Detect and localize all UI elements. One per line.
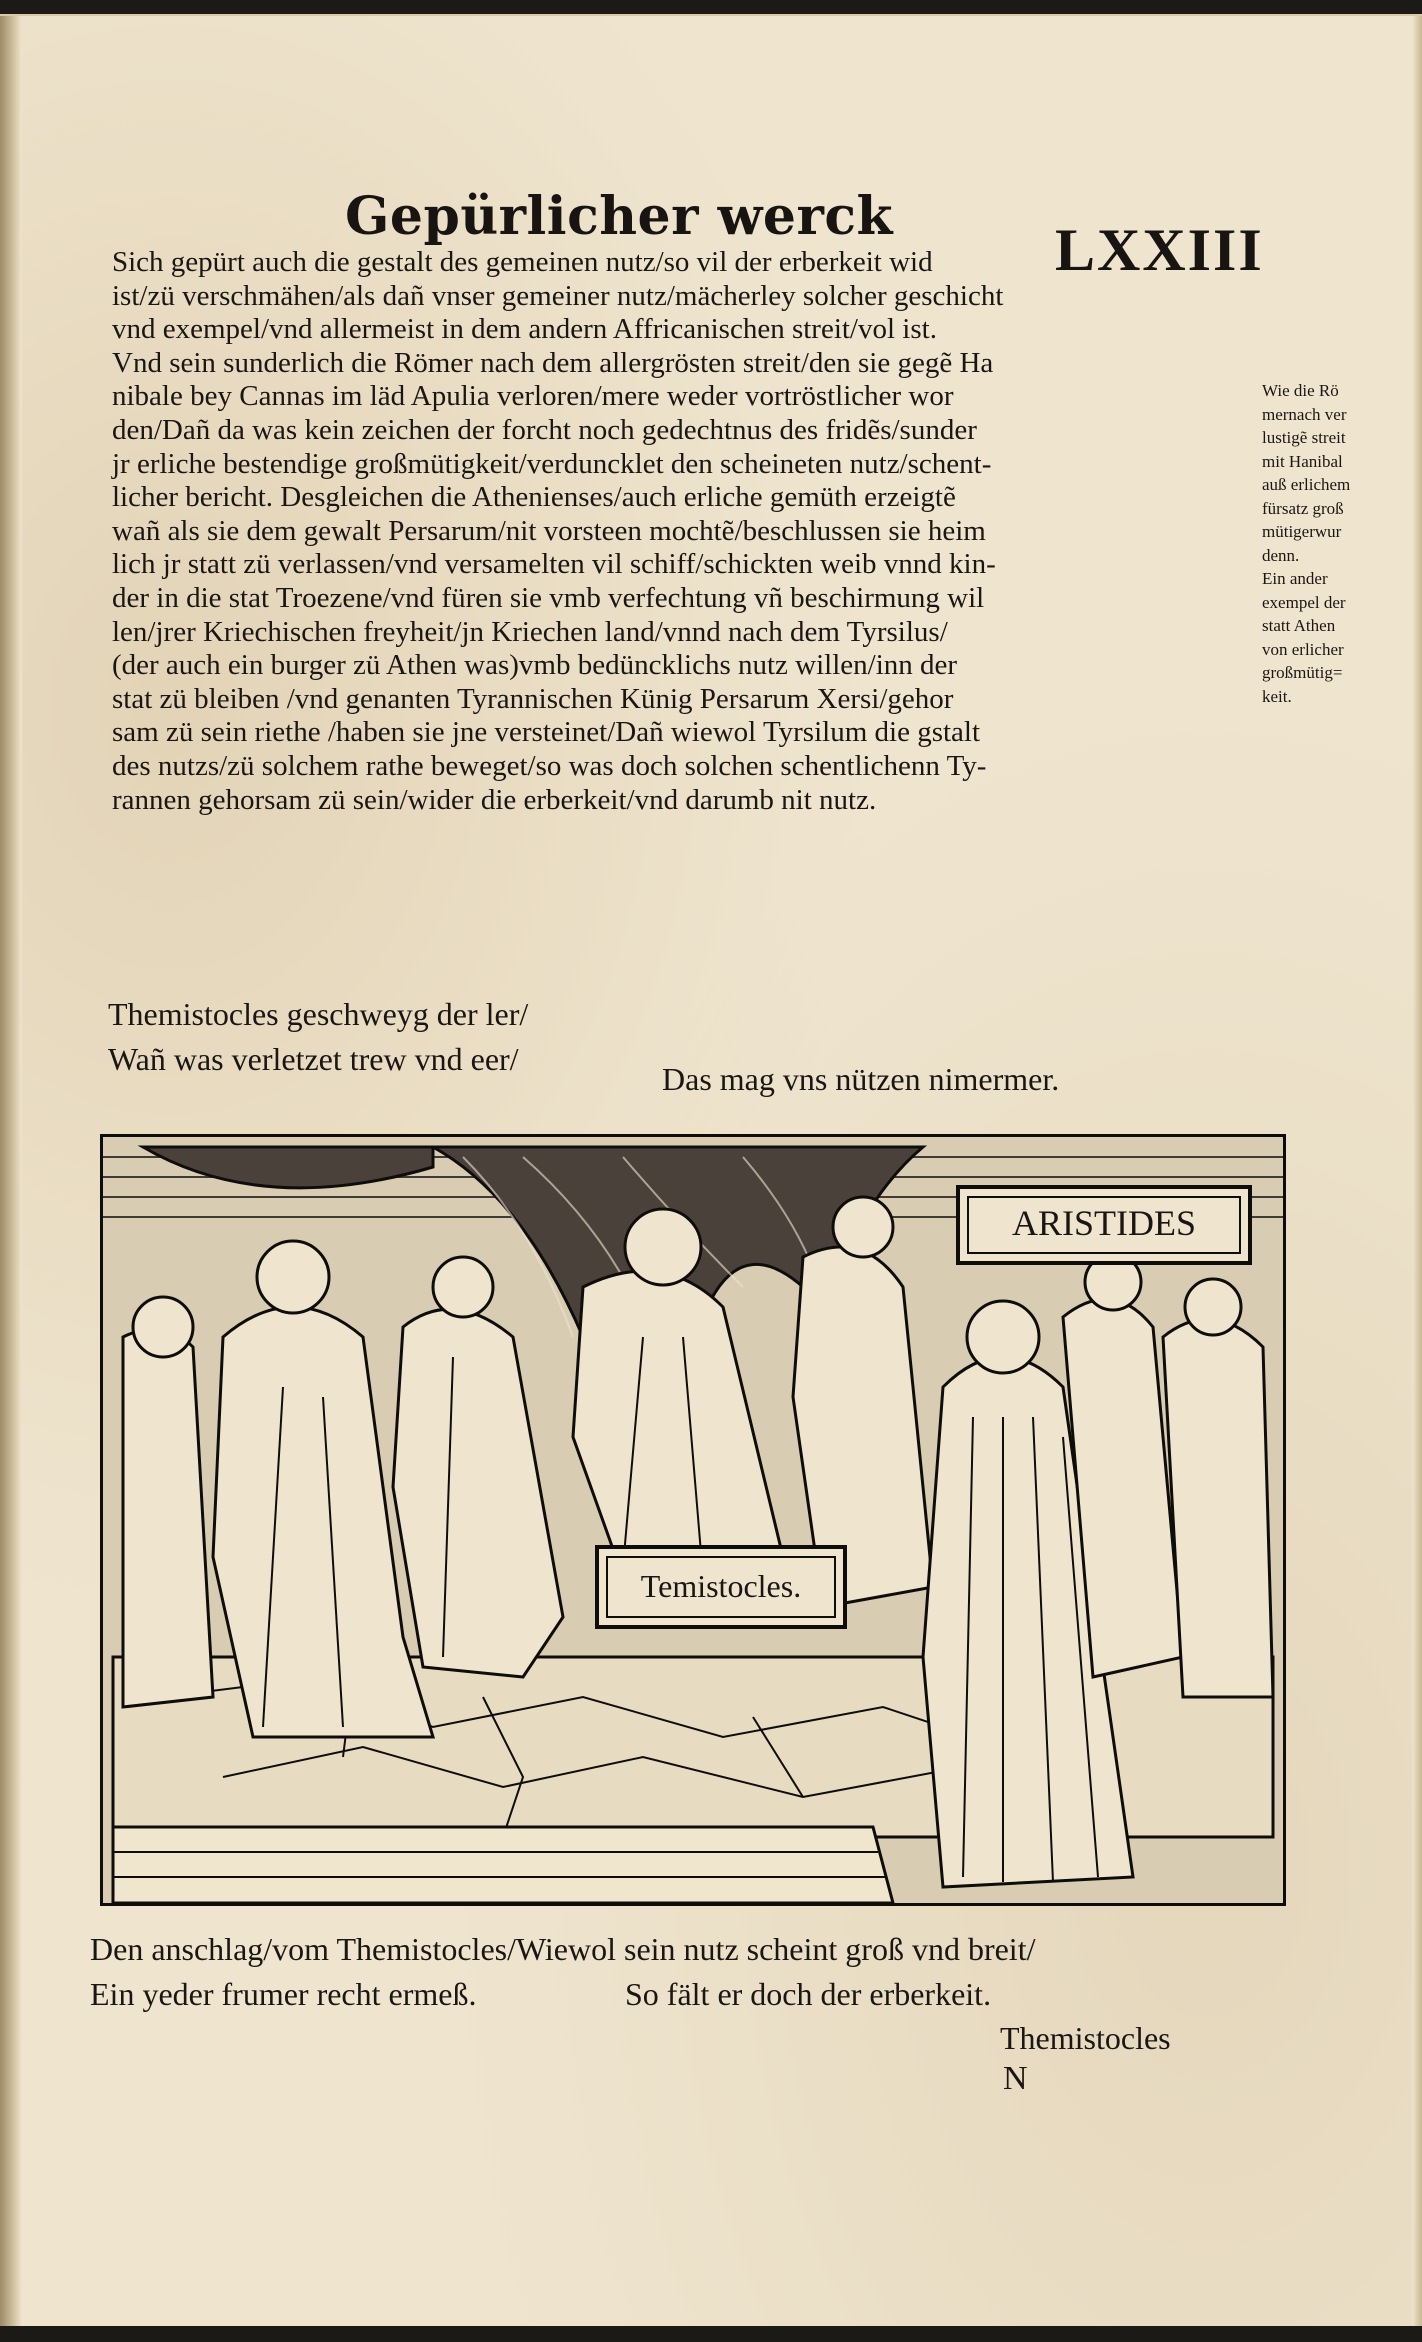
margin-note-line: Wie die Rö (1262, 381, 1339, 400)
margin-note-line: mernach ver (1262, 404, 1347, 424)
margin-note-line: auß erlichem (1262, 475, 1351, 494)
body-line: nibale bey Cannas im läd Apulia verloren/mere weder vortröstlicher wor (112, 380, 954, 413)
margin-note-line: von erlicher (1262, 639, 1344, 659)
margin-note-line: Ein ander (1262, 569, 1328, 588)
verse-top-line-2b: Das mag vns nützen nimermer. (662, 1061, 1060, 1097)
signature-mark: N (1003, 2060, 1028, 2097)
page-gutter (0, 16, 22, 2326)
body-line: rannen gehorsam zü sein/wider die erberkeit/vnd darumb nit nutz. (112, 783, 877, 816)
body-line: wañ als sie dem gewalt Persarum/nit vorsteen mochtẽ/beschlussen sie heim (112, 514, 986, 547)
body-line: stat zü bleiben /vnd genanten Tyrannischen Künig Persarum Xersi/gehor (112, 682, 954, 715)
margin-note-line: denn. (1262, 545, 1300, 565)
body-line: Vnd sein sunderlich die Römer nach dem allergrösten streit/den sie gegẽ Ha (112, 346, 994, 379)
body-line: len/jrer Kriechischen freyheit/jn Kriechen land/vnnd nach dem Tyrsilus/ (112, 615, 948, 648)
margin-note-line: mütigerwur (1262, 522, 1342, 541)
margin-note-line: lustigẽ streit (1262, 428, 1346, 447)
book-page (0, 14, 1422, 2326)
body-line: ist/zü verschmähen/als dañ vnser gemeiner nutz/mächerley solcher geschicht (112, 279, 1004, 312)
running-title: Gepürlicher werck (345, 186, 894, 247)
body-line: lich jr statt zü verlassen/vnd versamelten vil schiff/schickten weib vnnd kin- (112, 548, 996, 581)
body-line: licher bericht. Desgleichen die Athenienses/auch erliche gemüth erzeigtẽ (112, 481, 956, 514)
margin-note-line: großmütig= (1262, 663, 1343, 682)
body-line: jr erliche bestendige großmütigkeit/verduncklet den scheineten nutz/schent- (112, 447, 992, 480)
margin-note-line: exempel der (1262, 592, 1346, 612)
catchword: Themistocles (1000, 2020, 1171, 2056)
woodcut-illustration (100, 1134, 1286, 1906)
page-edge (1412, 16, 1422, 2326)
folio-number: LXXIII (1055, 217, 1264, 283)
body-line: der in die stat Troezene/vnd füren sie vmb verfechtung vñ beschirmung wil (112, 581, 985, 614)
margin-note-line: keit. (1262, 686, 1292, 706)
woodcut-scene (103, 1137, 1283, 1903)
margin-note-line: mit Hanibal (1262, 451, 1343, 471)
body-line: des nutzs/zü solchem rathe beweget/so was doch solchen schentlichenn Ty- (112, 749, 987, 782)
aristides-label: ARISTIDES (1011, 1203, 1197, 1243)
body-text (112, 246, 1262, 817)
aristides-banner (958, 1187, 1250, 1263)
verse-top-line-1: Themistocles geschweyg der ler/ (108, 996, 529, 1032)
verse-bottom-line-2a: Ein yeder frumer recht ermeß. (90, 1976, 477, 2012)
margin-note-line: statt Athen (1262, 616, 1336, 635)
body-line: Sich gepürt auch die gestalt des gemeinen nutz/so vil der erberkeit wid (112, 246, 933, 278)
temistocles-label: Temistocles. (640, 1568, 802, 1604)
body-line: den/Dañ da was kein zeichen der forcht noch gedechtnus des fridẽs/sunder (112, 413, 977, 446)
margin-note-line: fürsatz groß (1262, 498, 1344, 518)
body-line: (der auch ein burger zü Athen was)vmb bedüncklichs nutz willen/inn der (112, 649, 958, 682)
verse-bottom-line-2b: So fält er doch der erberkeit. (625, 1976, 992, 2012)
body-line: sam zü sein riethe /haben sie jne versteinet/Dañ wiewol Tyrsilum die gstalt (112, 716, 981, 749)
verse-top-line-2a: Wañ was verletzet trew vnd eer/ (108, 1041, 519, 1077)
body-line: vnd exempel/vnd allermeist in dem andern Affricanischen streit/vol ist. (112, 313, 937, 346)
verse-bottom-line-1: Den anschlag/vom Themistocles/Wiewol sein nutz scheint groß vnd breit/ (90, 1931, 1036, 1967)
margin-note (1262, 379, 1402, 708)
temistocles-banner (597, 1547, 845, 1627)
